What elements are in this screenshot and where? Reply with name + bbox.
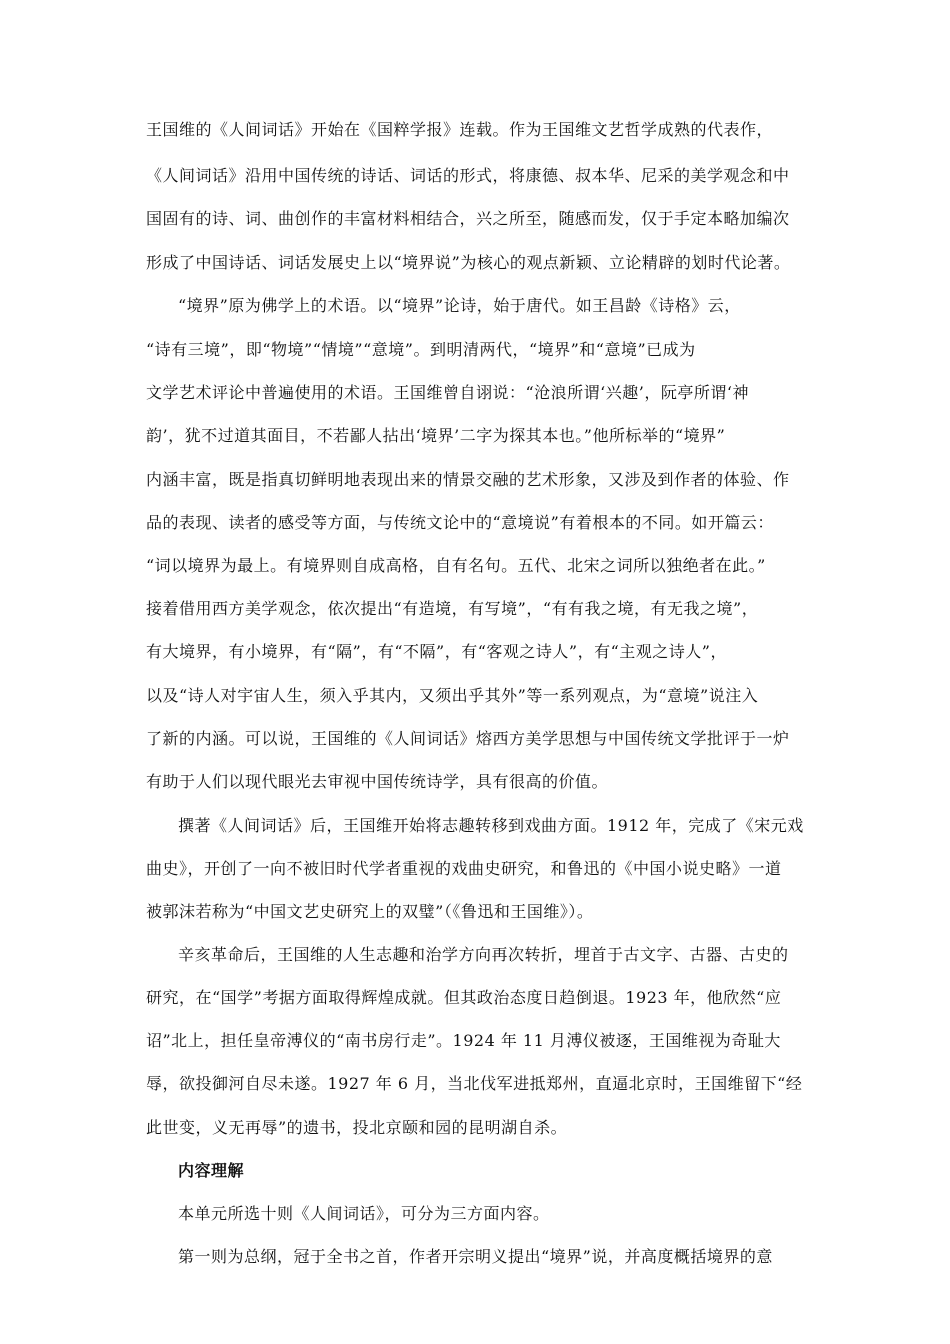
- text-line: 被郭沫若称为“中国文艺史研究上的双璧”（《鲁迅和王国维》）。: [146, 902, 594, 921]
- text-line: 研究，在“国学”考据方面取得辉煌成就。但其政治态度日趋倒退。1923 年，他欣然“应: [146, 988, 782, 1007]
- text-line: “诗有三境”，即“物境”“情境”“意境”。到明清两代，“境界”和“意境”已成为: [146, 340, 696, 359]
- section-heading: 内容理解: [178, 1161, 245, 1180]
- text-line: “词以境界为最上。有境界则自成高格，自有名句。五代、北宋之词所以独绝者在此。”: [146, 556, 766, 575]
- text-line: 诏”北上，担任皇帝溥仪的“南书房行走”。1924 年 11 月溥仪被逐，王国维视为奇耻大: [146, 1031, 781, 1050]
- text-line: 国固有的诗、词、曲创作的丰富材料相结合，兴之所至，随感而发，仅于手定本略加编次: [146, 209, 790, 228]
- text-line: 王国维的《人间词话》开始在《国粹学报》连载。作为王国维文艺哲学成熟的代表作，: [146, 120, 774, 139]
- paragraph-start-line: 辛亥革命后，王国维的人生志趣和治学方向再次转折，埋首于古文字、古器、古史的: [178, 945, 789, 964]
- text-line: 有大境界，有小境界，有“隔”，有“不隔”，有“客观之诗人”，有“主观之诗人”，: [146, 642, 727, 661]
- text-line: 了新的内涵。可以说，王国维的《人间词话》熔西方美学思想与中国传统文学批评于一炉: [146, 729, 790, 748]
- text-line: 内涵丰富，既是指真切鲜明地表现出来的情景交融的艺术形象，又涉及到作者的体验、作: [146, 470, 790, 489]
- text-line: 形成了中国诗话、词话发展史上以“境界说”为核心的观点新颖、立论精辟的划时代论著。: [146, 253, 791, 272]
- paragraph-start-line: “境界”原为佛学上的术语。以“境界”论诗，始于唐代。如王昌龄《诗格》云，: [178, 296, 741, 315]
- text-line: 接着借用西方美学观念，依次提出“有造境，有写境”，“有有我之境，有无我之境”，: [146, 599, 759, 618]
- text-line: 曲史》，开创了一向不被旧时代学者重视的戏曲史研究，和鲁迅的《中国小说史略》一道: [146, 859, 782, 878]
- text-line: 此世变，义无再辱”的遗书，投北京颐和园的昆明湖自杀。: [146, 1118, 568, 1137]
- text-line: 韵’，犹不过道其面目，不若鄙人拈出‘境界’二字为探其本也。”他所标举的“境界”: [146, 426, 726, 445]
- text-line: 文学艺术评论中普遍使用的术语。王国维曾自诩说：“沧浪所谓‘兴趣’，阮亭所谓‘神: [146, 383, 749, 402]
- paragraph-start-line: 撰著《人间词话》后，王国维开始将志趣转移到戏曲方面。1912 年，完成了《宋元戏: [178, 816, 804, 835]
- paragraph-start-line: 本单元所选十则《人间词话》，可分为三方面内容。: [178, 1204, 550, 1223]
- text-line: 以及“诗人对宇宙人生，须入乎其内，又须出乎其外”等一系列观点，为“意境”说注入: [146, 686, 759, 705]
- text-line: 品的表现、读者的感受等方面，与传统文论中的“意境说”有着根本的不同。如开篇云：: [146, 513, 774, 532]
- paragraph-start-line: 第一则为总纲，冠于全书之首，作者开宗明义提出“境界”说，并高度概括境界的意: [178, 1247, 773, 1266]
- text-line: 辱，欲投御河自尽未遂。1927 年 6 月，当北伐军进抵郑州，直逼北京时，王国维留下“经: [146, 1074, 803, 1093]
- text-line: 有助于人们以现代眼光去审视中国传统诗学，具有很高的价值。: [146, 772, 609, 791]
- text-line: 《人间词话》沿用中国传统的诗话、词话的形式，将康德、叔本华、尼采的美学观念和中: [146, 166, 790, 185]
